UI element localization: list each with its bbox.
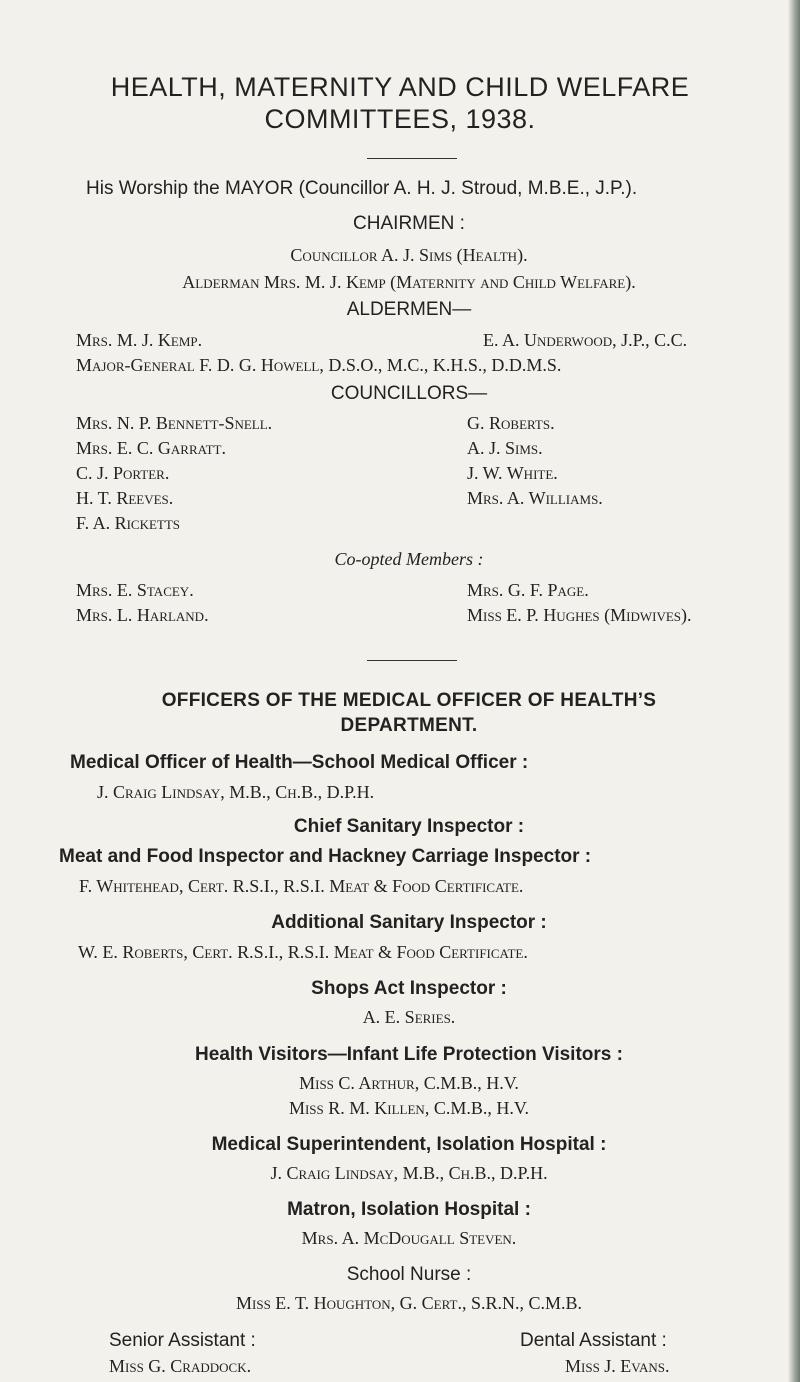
hv-heading: Health Visitors—Infant Life Protection Visitors : (195, 1044, 623, 1065)
asi-heading: Additional Sanitary Inspector : (271, 912, 547, 933)
councillor-right-4: Mrs. A. Williams. (467, 488, 603, 508)
ms-heading: Medical Superintendent, Isolation Hospital : (211, 1134, 607, 1155)
coopted-left-2: Mrs. L. Harland. (76, 605, 209, 625)
page-edge-shadow (788, 0, 800, 1382)
senior-heading: Senior Assistant : (109, 1330, 256, 1351)
dental-name: Miss J. Evans. (565, 1356, 670, 1376)
senior-name: Miss G. Craddock. (109, 1356, 252, 1376)
moh-heading: Medical Officer of Health—School Medical Officer : (70, 752, 529, 773)
divider (367, 660, 457, 661)
councillor-left-5: F. A. Ricketts (76, 513, 181, 533)
officers-heading-line-2: DEPARTMENT. (340, 715, 478, 736)
divider (367, 158, 457, 159)
hv-name-1: Miss C. Arthur, C.M.B., H.V. (299, 1073, 519, 1093)
moh-name: J. Craig Lindsay, M.B., Ch.B., D.P.H. (97, 782, 375, 802)
alderman-3: Major-General F. D. G. Howell, D.S.O., M.C., K.H.S., D.D.M.S. (76, 355, 562, 375)
csi-name: F. Whitehead, Cert. R.S.I., R.S.I. Meat & Food Certificate. (79, 876, 524, 896)
asi-name: W. E. Roberts, Cert. R.S.I., R.S.I. Meat & Food Certificate. (78, 942, 528, 962)
hv-name-2: Miss R. M. Killen, C.M.B., H.V. (288, 1098, 530, 1118)
chairmen-heading: CHAIRMEN : (353, 213, 465, 234)
coopted-left-1: Mrs. E. Stacey. (76, 580, 194, 600)
officers-heading-line-1: OFFICERS OF THE MEDICAL OFFICER OF HEALTH’S (161, 690, 657, 711)
councillor-right-2: A. J. Sims. (467, 438, 543, 458)
chairman-health: Councillor A. J. Sims (Health). (290, 245, 528, 265)
dental-heading: Dental Assistant : (520, 1330, 667, 1351)
title-line-2: COMMITTEES, 1938. (264, 104, 536, 134)
matron-name: Mrs. A. McDougall Steven. (301, 1228, 517, 1248)
alderman-1: Mrs. M. J. Kemp. (76, 330, 203, 350)
councillor-left-2: Mrs. E. C. Garratt. (76, 438, 226, 458)
coopted-right-2: Miss E. P. Hughes (Midwives). (467, 605, 692, 625)
chairman-maternity: Alderman Mrs. M. J. Kemp (Maternity and Child Welfare). (182, 272, 636, 292)
ms-name: J. Craig Lindsay, M.B., Ch.B., D.P.H. (270, 1163, 548, 1183)
councillor-left-4: H. T. Reeves. (76, 488, 174, 508)
alderman-2: E. A. Underwood, J.P., C.C. (483, 330, 688, 350)
shops-heading: Shops Act Inspector : (311, 978, 507, 999)
councillor-left-1: Mrs. N. P. Bennett-Snell. (76, 413, 273, 433)
aldermen-heading: ALDERMEN— (346, 299, 472, 320)
shops-name: A. E. Series. (362, 1007, 456, 1027)
coopted-right-1: Mrs. G. F. Page. (467, 580, 589, 600)
nurse-heading: School Nurse : (346, 1264, 472, 1285)
nurse-name: Miss E. T. Houghton, G. Cert., S.R.N., C.M.B. (236, 1293, 582, 1313)
mayor-line: His Worship the MAYOR (Councillor A. H. J. Stroud, M.B.E., J.P.). (86, 178, 638, 199)
coopted-heading: Co-opted Members : (334, 549, 484, 569)
meat-heading: Meat and Food Inspector and Hackney Carriage Inspector : (59, 846, 592, 867)
csi-heading: Chief Sanitary Inspector : (293, 816, 525, 837)
matron-heading: Matron, Isolation Hospital : (287, 1199, 531, 1220)
councillors-heading: COUNCILLORS— (330, 383, 488, 404)
councillor-left-3: C. J. Porter. (76, 463, 170, 483)
councillor-right-1: G. Roberts. (467, 413, 555, 433)
councillor-right-3: J. W. White. (467, 463, 558, 483)
title-line-1: HEALTH, MATERNITY AND CHILD WELFARE (110, 72, 690, 102)
